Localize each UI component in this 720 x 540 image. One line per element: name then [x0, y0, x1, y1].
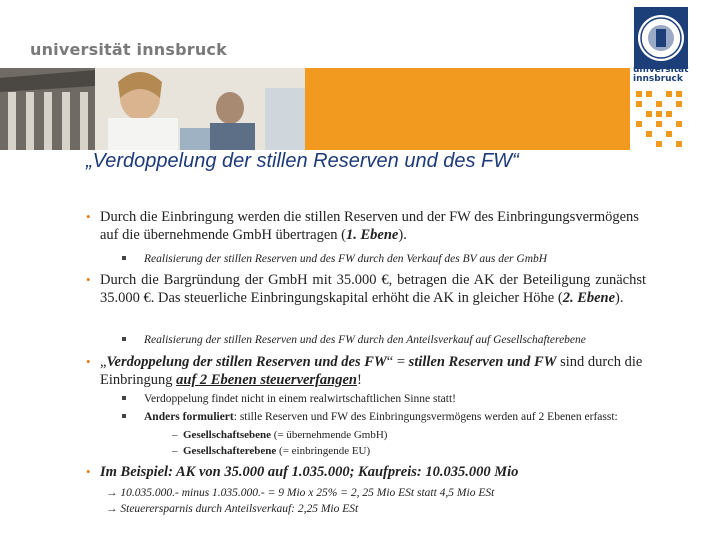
- dash-item-1: [172, 427, 387, 443]
- bullet-3-emphasis-3: auf 2 Ebenen steuerverfangen: [176, 372, 357, 388]
- bullet-3-sub-2: [122, 409, 618, 425]
- bullet-2: • Durch die Bargründung der GmbH mit 35.000 €, betragen die AK der Beteiligung zunächst 35.000 €. Das steuerliche Einbringungskapital erhöht die AK in gleicher Höhe (2. Ebene).: [86, 272, 646, 306]
- arrow-right-icon: →: [106, 487, 118, 499]
- bullet-4: [86, 463, 646, 481]
- dash-item-2-text: (= einbringende EU): [276, 445, 371, 457]
- bullet-marker: •: [86, 272, 91, 287]
- arrow-right-icon: →: [106, 503, 118, 515]
- bullet-2-emphasis: 2. Ebene: [562, 290, 616, 306]
- slide-title: „Verdoppelung der stillen Reserven und des FW“: [86, 150, 519, 172]
- bullet-2-sub: [122, 332, 586, 348]
- dash-icon: –: [172, 445, 178, 457]
- bullet-1: • Durch die Einbringung werden die stillen Reserven und der FW des Einbringungsvermögens auf die übernehmende GmbH übertragen (1. Ebene).: [86, 209, 639, 243]
- bullet-2-sub-text: Realisierung der stillen Reserven und des FW durch den Anteilsverkauf auf Gesellschafterebene: [144, 334, 586, 346]
- bullet-1-text: Durch die Einbringung werden die stillen Reserven und der FW des Einbringungsvermögens auf die übernehmende GmbH übertragen (: [100, 209, 639, 243]
- arrow-item-1-text: 10.035.000.- minus 1.035.000.- = 9 Mio x 25% = 2, 25 Mio ESt statt 4,5 Mio ESt: [120, 487, 495, 499]
- bullet-marker: •: [86, 464, 91, 479]
- dash-item-2-bold: Gesellschafterebene: [183, 445, 277, 457]
- bullet-3-sub-2-bold: Anders formuliert: [144, 411, 234, 423]
- arrow-item-2-text: Steuerersparnis durch Anteilsverkauf: 2,25 Mio ESt: [120, 503, 359, 515]
- arrow-item-1: [106, 485, 494, 501]
- bullet-3-emphasis-1: Verdoppelung der stillen Reserven und des FW: [106, 354, 387, 370]
- bullet-3-sub-2-text: : stille Reserven und FW des Einbringungsvermögens werden auf 2 Ebenen erfasst:: [233, 411, 618, 423]
- bullet-4-text: Im Beispiel: AK von 35.000 auf 1.035.000; Kaufpreis: 10.035.000 Mio: [100, 464, 519, 480]
- dash-item-1-text: (= übernehmende GmbH): [270, 429, 388, 441]
- dash-item-1-bold: Gesellschaftsebene: [183, 429, 271, 441]
- bullet-2-text: Durch die Bargründung der GmbH mit 35.000 €, betragen die AK der Beteiligung zunächst 35.000 €. Das steuerliche Einbringungskapital erhöht die AK in gleicher Höhe (: [100, 272, 646, 306]
- logo-text-line2: innsbruck: [633, 74, 683, 84]
- arrow-item-2: [106, 501, 358, 517]
- bullet-3: • „Verdoppelung der stillen Reserven und des FW“ = stillen Reserven und FW sind durch die Einbringung auf 2 Ebenen steuerverfangen!: [86, 354, 643, 388]
- bullet-marker: •: [86, 209, 91, 224]
- logo-text-line1: universität: [633, 65, 689, 75]
- bullet-1-sub-text: Realisierung der stillen Reserven und des FW durch den Verkauf des BV aus der GmbH: [144, 253, 548, 265]
- bullet-1-emphasis: 1. Ebene: [346, 227, 399, 243]
- bullet-3-emphasis-2: stillen Reserven und FW: [408, 354, 557, 370]
- square-bullet-icon: [122, 337, 126, 341]
- bullet-1-sub: [122, 251, 547, 267]
- header-accent-band: [305, 68, 630, 150]
- bullet-marker: •: [86, 354, 91, 369]
- dash-item-2: [172, 443, 370, 459]
- square-bullet-icon: [122, 256, 126, 260]
- dash-icon: –: [172, 429, 178, 441]
- square-bullet-icon: [122, 414, 126, 418]
- bullet-3-sub-1-text: Verdoppelung findet nicht in einem realwirtschaftlichen Sinne statt!: [144, 393, 457, 405]
- bullet-3-sub-1: [122, 391, 456, 407]
- logo-dot-pattern: [634, 89, 690, 151]
- university-wordmark: universität innsbruck: [30, 40, 227, 59]
- header-photo: [0, 68, 305, 150]
- square-bullet-icon: [122, 396, 126, 400]
